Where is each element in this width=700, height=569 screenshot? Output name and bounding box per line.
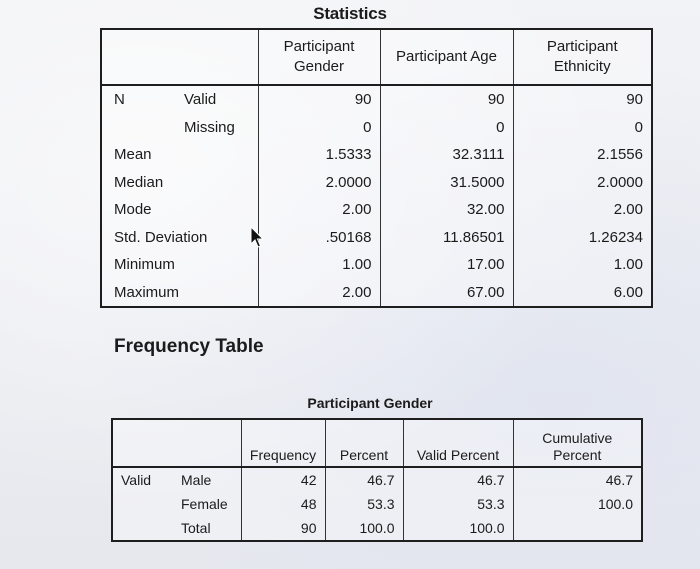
cell: 31.5000 — [380, 168, 513, 195]
cell: 0 — [513, 114, 651, 141]
row-label: Mode — [114, 201, 152, 219]
cell: 48 — [241, 492, 325, 516]
cell: 2.0000 — [258, 168, 380, 195]
cell: 46.7 — [513, 467, 641, 492]
table-row — [113, 516, 641, 540]
row-label: Maximum — [114, 283, 180, 301]
cell: .50168 — [258, 223, 380, 250]
row-label: Std. Deviation — [114, 228, 208, 246]
cell: 100.0 — [403, 516, 513, 540]
cell: 6.00 — [513, 278, 651, 306]
cell: 53.3 — [403, 492, 513, 516]
cell: 46.7 — [325, 467, 403, 492]
cell: 90 — [241, 516, 325, 540]
cell: 2.1556 — [513, 141, 651, 168]
freq-header-corner — [113, 420, 241, 467]
table-row — [102, 141, 651, 168]
row-group: Valid — [121, 472, 152, 488]
cell: 32.3111 — [380, 141, 513, 168]
cell: 32.00 — [380, 196, 513, 223]
cell: 67.00 — [380, 278, 513, 306]
freq-col-header: Percent — [325, 420, 403, 467]
row-label: Male — [181, 472, 212, 488]
statistics-table — [100, 28, 653, 308]
cell — [513, 516, 641, 540]
cell: 2.00 — [258, 278, 380, 306]
cell: 11.86501 — [380, 223, 513, 250]
row-label: Female — [181, 496, 228, 512]
stats-col-header: Participant Ethnicity — [513, 30, 651, 85]
row-label: Mean — [114, 146, 152, 164]
table-row — [102, 168, 651, 195]
table-row — [102, 223, 651, 250]
cell: 90 — [380, 85, 513, 114]
table-row — [102, 114, 651, 141]
frequency-table — [111, 418, 643, 542]
cell: 2.0000 — [513, 168, 651, 195]
stats-header-corner — [102, 30, 258, 85]
row-label: Minimum — [114, 256, 175, 274]
row-label: Median — [114, 173, 164, 191]
cell: 2.00 — [258, 196, 380, 223]
row-label — [102, 114, 164, 141]
cell: 1.26234 — [513, 223, 651, 250]
cell: 1.00 — [258, 251, 380, 278]
row-sublabel: Valid — [184, 91, 217, 109]
freq-col-header: Valid Percent — [403, 420, 513, 467]
statistics-title: Statistics — [313, 4, 387, 23]
cell: 42 — [241, 467, 325, 492]
cell: 1.5333 — [258, 141, 380, 168]
cell: 46.7 — [403, 467, 513, 492]
freq-col-header: Cumulative Percent — [513, 420, 641, 467]
cell: 53.3 — [325, 492, 403, 516]
cell: 90 — [513, 85, 651, 114]
row-sublabel: Missing — [184, 118, 235, 136]
mouse-pointer-icon — [250, 226, 264, 248]
cell: 100.0 — [513, 492, 641, 516]
table-row — [113, 492, 641, 516]
stats-col-header: Participant Age — [380, 30, 513, 85]
row-label: Total — [181, 520, 211, 536]
table-row — [102, 85, 651, 114]
cell: 100.0 — [325, 516, 403, 540]
row-group — [113, 492, 173, 516]
row-label: N — [114, 91, 125, 109]
cell: 0 — [380, 114, 513, 141]
row-group — [113, 516, 173, 540]
table-row — [102, 278, 651, 306]
freq-col-header: Frequency — [241, 420, 325, 467]
cell: 17.00 — [380, 251, 513, 278]
cell: 0 — [258, 114, 380, 141]
table-row — [113, 467, 641, 492]
table-row — [102, 196, 651, 223]
table-row — [102, 251, 651, 278]
stats-col-header: Participant Gender — [258, 30, 380, 85]
cell: 1.00 — [513, 251, 651, 278]
cell: 2.00 — [513, 196, 651, 223]
cell: 90 — [258, 85, 380, 114]
frequency-heading: Frequency Table — [114, 336, 264, 357]
frequency-caption: Participant Gender — [307, 395, 433, 411]
